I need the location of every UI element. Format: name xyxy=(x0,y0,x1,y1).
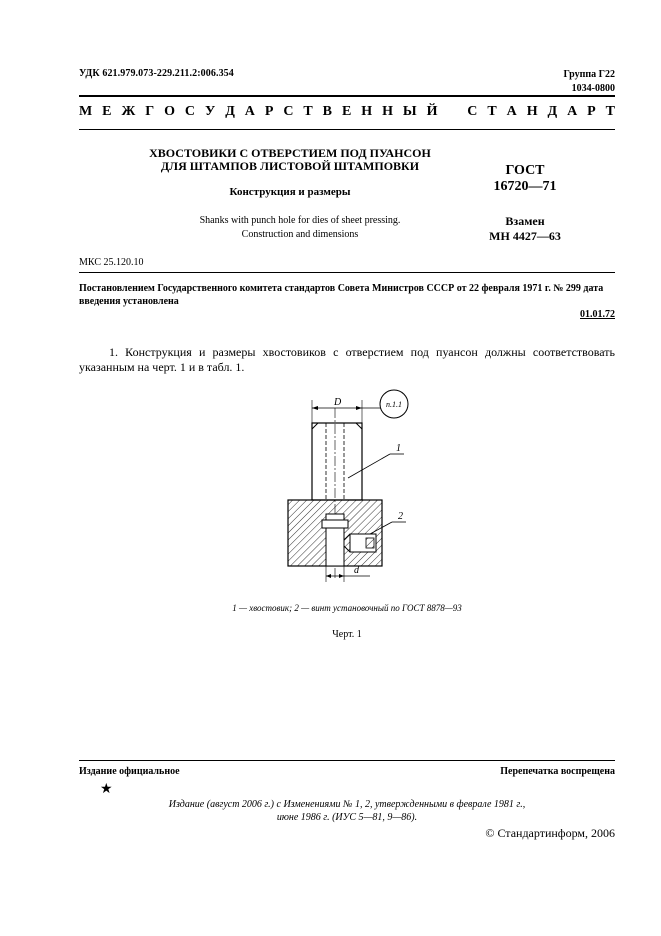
banner-letter: Н xyxy=(361,104,373,119)
banner-letter: Ж xyxy=(121,104,136,119)
title-en-line1: Shanks with punch hole for dies of sheet pressing. xyxy=(199,215,401,226)
figure-caption: 1 — хвостовик; 2 — винт установочный по ГОСТ 8878—93 xyxy=(232,603,462,613)
banner-letter: У xyxy=(204,104,216,119)
banner-letter: Д xyxy=(225,104,235,119)
star-icon: ★ xyxy=(100,782,113,797)
title-en-line2: Construction and dimensions xyxy=(241,229,359,240)
banner-letter: Е xyxy=(341,104,352,119)
banner-letter: Й xyxy=(426,104,438,119)
replace-number: МН 4427—63 xyxy=(489,229,561,243)
gost-designation xyxy=(470,163,580,195)
banner-letter: А xyxy=(506,104,517,119)
top-rule xyxy=(79,95,615,97)
mks-code: МКС 25.120.10 xyxy=(79,257,144,268)
reprint-notice: Перепечатка воспрещена xyxy=(500,766,615,777)
udk-code: УДК 621.979.073-229.211.2:006.354 xyxy=(79,68,234,79)
callout-text: п.1.1 xyxy=(386,400,402,409)
official-edition: Издание официальное xyxy=(79,766,180,777)
banner-letter: Ы xyxy=(402,104,417,119)
banner-letter: С xyxy=(184,104,196,119)
banner-letter: А xyxy=(244,104,255,119)
introduction-date: 01.01.72 xyxy=(580,309,615,320)
mks-rule xyxy=(79,272,615,273)
banner-letter: Е xyxy=(102,104,112,119)
gost-number: 16720—71 xyxy=(493,179,557,194)
group-label: Группа Г22 xyxy=(563,69,615,80)
edition-line2: июне 1986 г. (ИУС 5—81, 9—86). xyxy=(276,812,418,823)
banner-letter: Т xyxy=(605,104,615,119)
edition-info xyxy=(79,798,615,824)
banner-letter: Н xyxy=(526,104,538,119)
edition-line1: Издание (август 2006 г.) с Изменениями № 1, 2, утвержденными в феврале 1981 г., xyxy=(168,799,526,810)
title-ru xyxy=(120,147,460,173)
paragraph-1: 1. Конструкция и размеры хвостовиков с отверстием под пуансон должны соответствовать указанным на черт. 1 и в табл. 1. xyxy=(79,345,615,374)
title-ru-line1: ХВОСТОВИКИ С ОТВЕРСТИЕМ ПОД ПУАНСОН xyxy=(149,146,431,160)
banner-letter: С xyxy=(283,104,294,119)
classification-code: 1034-0800 xyxy=(571,83,615,94)
banner-letter: М xyxy=(79,104,93,119)
banner-letter: Н xyxy=(382,104,393,119)
banner-letter: Д xyxy=(547,104,558,119)
replaces xyxy=(470,214,580,244)
title-en xyxy=(120,214,480,242)
banner-letter: Р xyxy=(264,104,274,119)
banner-letter: Г xyxy=(145,104,155,119)
dimension-d-label: D xyxy=(334,397,342,408)
figure-label: Черт. 1 xyxy=(332,629,362,640)
footer-rule xyxy=(79,760,615,761)
copyright: © Стандартинформ, 2006 xyxy=(485,826,615,840)
leader-1-label: 1 xyxy=(396,443,401,454)
title-ru-line2: ДЛЯ ШТАМПОВ ЛИСТОВОЙ ШТАМПОВКИ xyxy=(160,159,420,173)
replace-label: Взамен xyxy=(505,214,545,228)
group-code xyxy=(563,68,615,96)
banner-letter: В xyxy=(322,104,333,119)
subtitle-ru: Конструкция и размеры xyxy=(229,186,351,198)
technical-drawing xyxy=(270,388,420,588)
leader-2-label: 2 xyxy=(398,511,403,522)
banner-letter: О xyxy=(164,104,175,119)
gost-label: ГОСТ xyxy=(505,163,545,178)
standard-banner xyxy=(79,104,615,120)
banner-letter: Т xyxy=(303,104,313,119)
banner-rule xyxy=(79,129,615,130)
banner-letter: Р xyxy=(587,104,596,119)
banner-letter: С xyxy=(467,104,478,119)
shank-body xyxy=(312,423,362,500)
banner-letter: А xyxy=(567,104,578,119)
dimension-small-d-label: d xyxy=(354,565,359,576)
banner-letter: Т xyxy=(487,104,497,119)
decree-text: Постановлением Государственного комитета стандартов Совета Министров СССР от 22 февраля 1971 г. № 299 дата введения установлена xyxy=(79,283,604,307)
